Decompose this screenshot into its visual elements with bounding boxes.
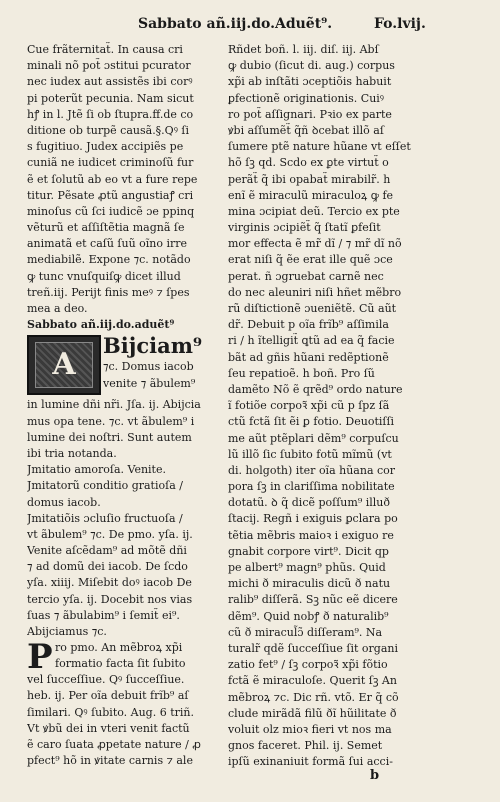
text-line: mẽbroꝝ ⁊c. Dic rñ. vtõ. Er q̃ cõ (228, 690, 399, 704)
text-line: pe albert⁹ magn⁹ phũs. Quid (228, 561, 386, 574)
text-line: ſtacij. Regñ i exiguis ꝑclara po (228, 512, 398, 526)
text-line: vel ſucceſſiue. Qꝰ ſucceſſiue. (27, 673, 185, 687)
text-line: ẽ et ſolutũ ab eo vt a fure repe (27, 172, 198, 186)
signature-mark: b (370, 768, 380, 783)
text-line: enĩ ẽ miraculũ miraculoꝝ ꝙ fe (228, 188, 394, 202)
initial-text (103, 333, 227, 391)
big-p-block (27, 637, 225, 678)
text-line: gnabit corpore virt⁹. Dicit qp (228, 544, 389, 558)
text-line: hõ ſꝫ qd. Scdo ex ꝑte virtut̃ o (228, 156, 389, 170)
text-line: bãt ad gñis hũani redẽptionẽ (228, 350, 389, 364)
text-line: mediabilẽ. Expone ⁊c. notãdo (27, 253, 191, 267)
text-line: domus iacob. (27, 495, 101, 509)
text-line: ipſũ exinaniuit formã ſui acci- (228, 755, 393, 769)
big-p-line: formatio facta ſit ſubito (55, 657, 186, 671)
text-line: dr̃. Debuit p oĩa frĩb⁹ aſſimila (228, 318, 389, 332)
text-line: hꝭ in l. Jtẽ ſi ob ſtupra.ff.de co (27, 107, 194, 121)
text-line: titur. Pẽsate ꝓtũ angustiaꝭ cri (27, 188, 194, 202)
text-line: voluit olz mioꝛ fieri vt nos ma (228, 722, 392, 736)
text-line: dotatũ. ꝺ q̃ dicẽ poſſum⁹ illuð (228, 496, 390, 510)
text-line: nec iudex aut assistẽs ibi corꝰ (27, 75, 193, 89)
text-line: di. holgoth) iter oĩa hũana cor (228, 463, 396, 477)
text-line: michi ð miraculis dicũ ð natu (228, 577, 391, 591)
big-p-line: ro pmo. An mẽbroꝝ xp̃i (55, 641, 183, 655)
text-line: ĩ fotiõe corpoꝛ̃ xp̃i cũ p ſpz ſã (228, 399, 390, 413)
text-line: ⁊ ad domũ dei iacob. De ſcdo (27, 560, 188, 574)
section-heading: Sabbato añ.iij.do.aduẽt⁹ (27, 318, 175, 332)
initial-letter: A (35, 342, 93, 388)
text-line: ꝟbi aſſumẽt̃ q̃ñ ꝺcebat illõ aſ (228, 123, 384, 137)
text-line: lũ illõ ſic ſubito fotũ mĩmũ (vt (228, 447, 392, 461)
text-line: s fugitiuo. Judex accipiẽs pe (27, 140, 184, 154)
right-column (228, 42, 440, 770)
text-line: ro pot̃ aſſignari. Pꝛio ex parte (228, 107, 392, 121)
text-line: clude mirãdã filũ ðĩ hũilitate ð (228, 706, 397, 720)
decorated-initial (27, 335, 101, 395)
left-lines-bottom (27, 672, 225, 769)
text-line: Jmitatio amoroſa. Venite. (27, 463, 166, 477)
text-line: zatio fet⁹ / ſꝫ corpoꝛ̃ xp̃i fõtio (228, 658, 388, 672)
text-line: damẽto Nõ ẽ qrẽd⁹ ordo nature (228, 382, 403, 396)
text-line: vt ãbulem⁹ ⁊c. De pmo. yſa. ij. (27, 527, 193, 541)
text-line: ſeu repatioẽ. h boñ. Pro ſũ (228, 366, 375, 380)
text-line: ibi tria notanda. (27, 446, 117, 460)
text-line: ꝙ dubio (ſicut di. aug.) corpus (228, 59, 395, 73)
text-line: in lumine dñi nr̃i. Jſa. ij. Abijcia (27, 398, 201, 412)
text-line: ſumere ptẽ nature hũane vt eſſet (228, 140, 411, 154)
text-line: Venite aſcẽdam⁹ ad mõtẽ dñi (27, 544, 187, 558)
big-p-text (55, 640, 225, 672)
text-line: ralib⁹ diſſerã. Sꝫ nũc eẽ dicere (228, 593, 398, 607)
decorated-initial-block (27, 333, 225, 397)
text-line: ditione ob turpẽ causã.§.Qꝰ ſi (27, 123, 189, 137)
text-line: xp̃i ab inſtãti ɔceptiõis habuit (228, 75, 392, 89)
big-p-initial: P (27, 637, 53, 678)
text-line: mor effecta ẽ mr̃ dĩ / ⁊ mr̃ dĩ nõ (228, 237, 402, 251)
text-line: minoſus cũ ſci iudicẽ ɔe ppinq (27, 204, 195, 218)
folio-number: Fo.lvij. (374, 16, 426, 32)
text-line: mea a deo. (27, 302, 88, 315)
text-line: heb. ij. Per oĩa debuit frĩb⁹ aſ (27, 689, 189, 703)
text-line: ctũ fctã ſit ẽi ꝑ fotio. Deuotiſſi (228, 415, 395, 429)
text-line: dẽm⁹. Quid nobꝭ ð naturalib⁹ (228, 609, 389, 623)
text-line: mina ɔcipiat deũ. Tercio ex pte (228, 204, 400, 218)
text-line: ſuas ⁊ ãbulabim⁹ i ſemit̃ ei⁹. (27, 608, 180, 622)
text-line: perãt̃ q̃ ibi opabat̃ mirabilr̃. h (228, 172, 391, 186)
text-line: ꝙ tunc vnuſquiſꝙ dicet illud (27, 269, 181, 283)
text-line: pora ſꝫ in clariſſima nobilitate (228, 480, 395, 494)
left-lines-mid (27, 397, 225, 640)
left-lines-top (27, 42, 225, 317)
text-line: ri / h ĩtelligit̃ ꝗtũ ad ea q̃ facie (228, 334, 395, 348)
text-line: pfect⁹ hõ in ꝟitate carnis ⁊ ale (27, 754, 193, 768)
right-lines (228, 42, 440, 770)
text-line: yſa. xiiij. Miſebit doꝰ iacob De (27, 576, 192, 590)
text-line: treñ.iij. Perijt finis meꝰ ⁊ ſpes (27, 285, 190, 299)
text-line: vẽturũ et aſſiſtẽtia magnã ſe (27, 221, 185, 235)
text-line: ſimilari. Qꝰ ſubito. Aug. 6 triñ. (27, 705, 194, 719)
text-line: Rñdet boñ. l. iij. diſ. iij. Abſ (228, 43, 379, 56)
initial-word: Bijciam⁹ (103, 333, 203, 359)
text-line: rũ diſtictionẽ ɔueniẽtẽ. Cũ aũt (228, 302, 397, 315)
text-line: ꝑfectionẽ originationis. Cuiꝰ (228, 91, 384, 105)
text-line: cuniã ne iudicet criminoſũ fur (27, 156, 194, 170)
text-line: animatã et caſũ ſuũ oĩno irre (27, 237, 188, 251)
text-line: tercio yſa. ij. Docebit nos vias (27, 592, 193, 606)
text-line: minali nõ pot̃ ɔstitui pcurator (27, 59, 191, 73)
text-line: perat. ñ ɔgruebat carnẽ nec (228, 269, 384, 283)
running-head: Sabbato añ.iij.do.Aduẽt⁹. (138, 16, 333, 32)
text-line: gnos faceret. Phil. ij. Semet (228, 739, 383, 753)
text-line: Jmitatorũ conditio gratioſa / (27, 479, 183, 493)
text-line: fctã ẽ miraculoſe. Querit ſꝫ An (228, 674, 397, 688)
text-line: turalr̃ qdẽ ſucceſſiue ſit organi (228, 641, 399, 655)
text-line: Vt ꝟbũ dei in vteri venit factũ (27, 721, 190, 735)
text-line: mus opa tene. ⁊c. vt ãbulem⁹ i (27, 414, 195, 428)
page-header (0, 16, 500, 40)
text-line: ẽ caro ſuata ꝓpetate nature / ꝓ (27, 737, 201, 751)
text-line: Jmitatiõis ɔcluſio fructuoſa / (27, 511, 183, 525)
text-line: me aũt ptẽplari dẽm⁹ corpuſcu (228, 431, 399, 445)
text-line: lumine dei noſtri. Sunt autem (27, 430, 192, 444)
text-line: Abijciamus ⁊c. (27, 625, 107, 638)
initial-line: venite ⁊ ãbulem⁹ (103, 376, 196, 390)
text-line: Cue frãternitat̃. In causa cri (27, 43, 183, 56)
text-line: erat niſi q̃ ẽe erat ille quẽ ɔce (228, 253, 393, 267)
text-line: pi poterũt pecunia. Nam sicut (27, 91, 194, 105)
left-column (27, 42, 225, 769)
text-line: tẽtia mẽbris maioꝛ i exiguo re (228, 528, 394, 542)
initial-line: ⁊c. Domus iacob (103, 360, 194, 374)
text-line: do nec aleuniri niſi hñet mẽbro (228, 285, 402, 299)
text-line: virginis ɔcipiẽt̃ q̃ ſtatĩ ꝑfeſit (228, 221, 381, 235)
text-line: cũ ð miracul̃ɔ̃ diſſeram⁹. Na (228, 625, 383, 639)
